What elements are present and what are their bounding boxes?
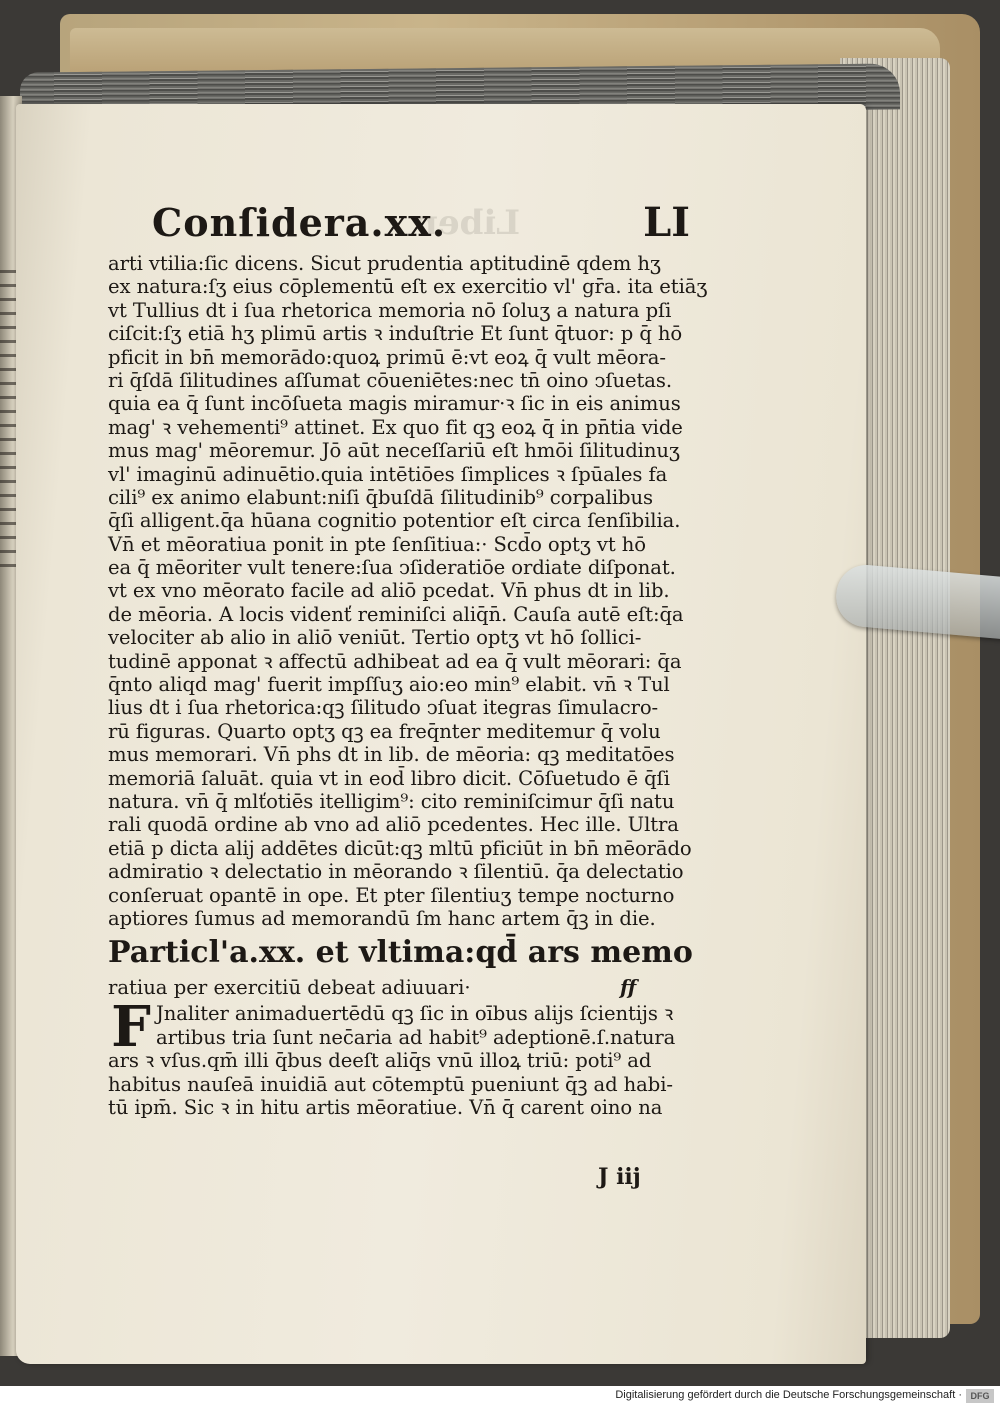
page-text-block (108, 194, 708, 1119)
text-line: ea q̄ mēoriter vult tenere:ſua ↄſideratiōe ordiate diſponat. (108, 556, 676, 580)
final-paragraph (108, 994, 708, 1119)
text-line: artibus tria ſunt nec̄aria ad habit⁹ adeptionē.ſ.natura (156, 1025, 676, 1049)
text-line: vt Tullius dt i ſua rhetorica memoria nō ſoluʒ a natura pſi (108, 298, 672, 322)
text-line: ri q̄ſdā ſilitudines aſſumat cōueniētes:nec tn̄ oino ↄſuetas. (108, 368, 672, 392)
footer-credit: Digitalisierung gefördert durch die Deutsche Forschungsgemeinschaft · (615, 1389, 962, 1401)
dfg-logo-icon: DFG (966, 1389, 994, 1403)
text-line: ex natura:ſʒ eius cōplementū eſt ex exercitio vl' gr̄a. ita etiāʒ (108, 275, 708, 299)
text-line: q̄ſi alligent.q̄a hūana cognitio potentior eſt circa ſenſibilia. (108, 509, 681, 533)
decorated-initial: F (111, 994, 151, 1061)
text-line: arti vtilia:ſic dicens. Sicut prudentia aptitudinē qdem hʒ (108, 252, 661, 275)
quire-signature: J iij (598, 1164, 641, 1190)
text-line: memoriā ſaluāt. quia vt in eod̄ libro dicit. Cōſuetudo ē q̄ſi (108, 766, 670, 790)
text-line: mus mag' mēoremur. Jō aūt neceſſariū eſt hmōi ſilitudinuʒ (108, 439, 680, 463)
text-line: habitus nauſeā inuidiā aut cōtemptū pueniunt q̄ꝫ ad habi- (108, 1072, 673, 1096)
text-line: aptiores ſumus ad memorandū ſm hanc artem q̄ꝫ in die. (108, 906, 656, 930)
running-head: Conſidera.xx. (152, 200, 447, 245)
text-line: cili⁹ ex animo elabunt:niſi q̄buſdā ſilitudinib⁹ corpalibus (108, 485, 653, 509)
body-text (108, 252, 708, 930)
heading-cont-text: ratiua per exercitiū debeat adiuuari· (108, 976, 471, 1000)
text-line: etiā p dicta alij addētes dicūt:qꝫ mltū pficiūt in bn̄ mēorādo (108, 836, 692, 860)
text-line: mus memorari. Vn̄ phs dt in lib. de mēoria: qꝫ meditatōes (108, 743, 675, 767)
text-line: ars ꝛ vſus.qm̄ illi q̄bus deeſt aliq̄s vnū illoꝝ triū: poti⁹ ad (108, 1049, 652, 1073)
section-heading: Particl'a.xx. et vltima:qd̄ ars memo (108, 935, 693, 971)
text-line: lius dt i ſua rhetorica:qꝫ ſilitudo ↄſuat itegras ſimulacro- (108, 696, 659, 720)
text-line: q̄nto aliqd mag' fuerit impſſuʒ aio:eo min⁹ elabit. vn̄ ꝛ Tul (108, 673, 670, 697)
text-line: conſeruat opantē in ope. Et pter ſilentiuʒ tempe nocturno (108, 883, 675, 907)
text-line: quia ea q̄ ſunt incōſueta magis miramur·ꝛ ſic in eis animus (108, 392, 681, 416)
text-line: rū figuras. Quarto optʒ qꝫ ea freq̄nter meditemur q̄ volu (108, 719, 661, 743)
text-line: natura. vn̄ q̄ mlťotiēs itelligim⁹: cito reminiſcimur q̄ſi natu (108, 789, 675, 813)
folio-number: LI (643, 199, 690, 246)
text-line: Jnaliter animaduertēdū qꝫ ſic in oībus alijs ſcientijs ꝛ (156, 1002, 674, 1026)
text-line: rali quodā ordine ab vno ad aliō pcedentes. Hec ille. Ultra (108, 813, 679, 837)
final-text (108, 994, 708, 1119)
text-line: ciſcit:ſʒ etiā hʒ plimū artis ꝛ induſtrie Et ſunt q̄tuor: p q̄ hō (108, 322, 683, 346)
text-line: velociter ab alio in aliō veniūt. Tertio optʒ vt hō ſollici- (108, 626, 642, 650)
text-line: pficit in bn̄ memorādo:quoꝝ primū ē:vt eoꝝ q̄ vult mēora- (108, 345, 666, 369)
text-line: tudinē apponat ꝛ affectū adhibeat ad ea q̄ vult mēorari: q̄a (108, 649, 682, 673)
text-line: vt ex vno mēorato facile ad aliō pcedat. Vn̄ phus dt in lib. (108, 579, 670, 603)
text-line: vl' imaginū adinuētio.quia intētiōes ſimplices ꝛ ſpūales fa (108, 462, 668, 486)
text-line: de mēoria. A locis videnť reminiſci aliq̄n̄. Cauſa autē eſt:q̄a (108, 602, 684, 626)
head-line (108, 194, 708, 252)
footer-bar (0, 1386, 1000, 1407)
show-through-text: Liber (420, 203, 521, 243)
section-heading-continuation (108, 976, 708, 1002)
text-line: Vn̄ et mēoratiua ponit in pte ſenſitiua:· Scd̄o optʒ vt hō (108, 532, 647, 556)
text-line: mag' ꝛ vehementi⁹ attinet. Ex quo fit qꝫ eoꝝ q̄ in pn̄tia vide (108, 415, 683, 439)
signature-mark: ff (620, 976, 637, 1000)
text-line: admiratio ꝛ delectatio in mēorando ꝛ ſilentiū. q̄a delectatio (108, 860, 684, 884)
text-line: tū ipm̄. Sic ꝛ in hitu artis mēoratiue. Vn̄ q̄ carent oino na (108, 1095, 663, 1119)
